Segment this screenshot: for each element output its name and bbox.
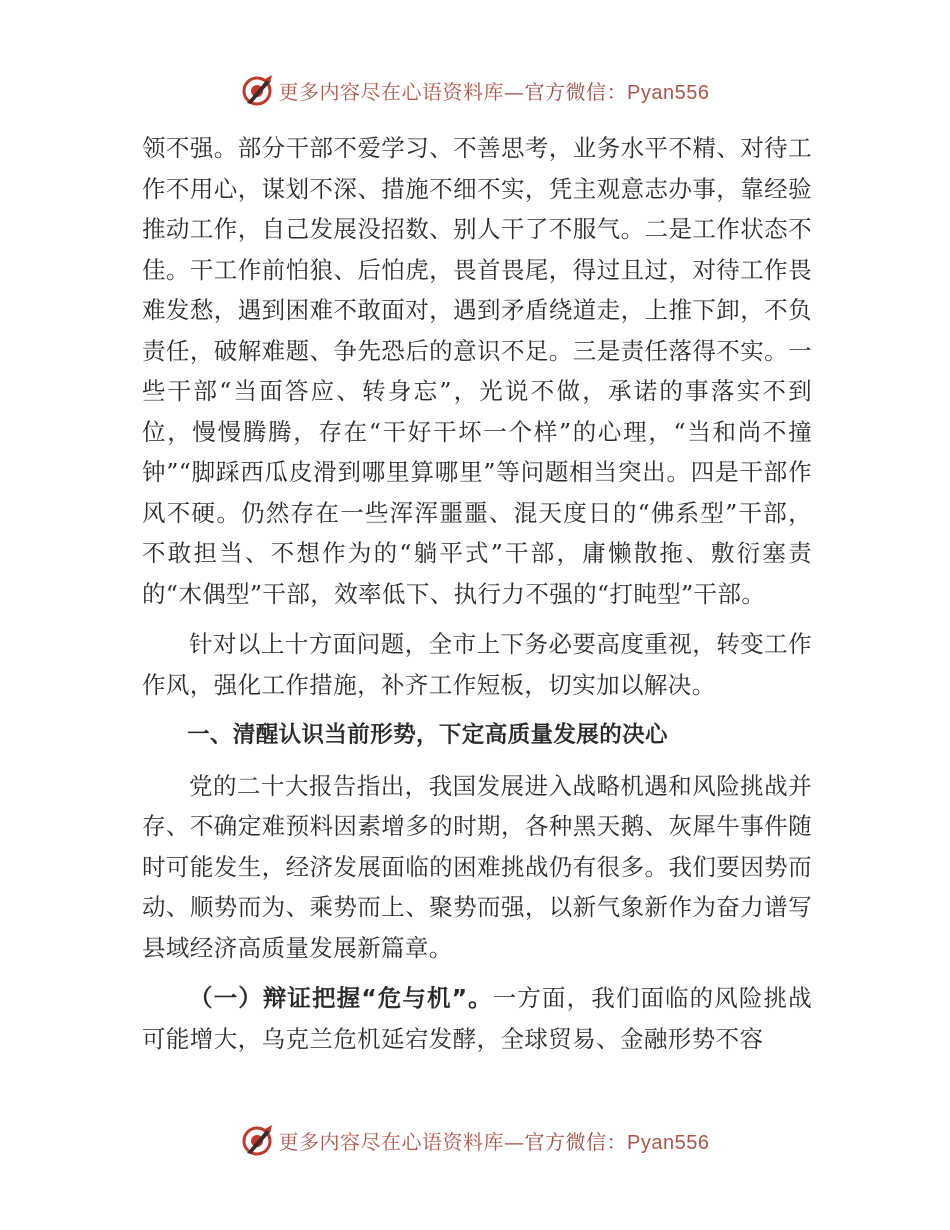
section-heading-1: 一、清醒认识当前形势，下定高质量发展的决心 — [187, 722, 668, 748]
header-banner-text — [279, 76, 710, 105]
header-banner-separator: — — [504, 79, 525, 104]
footer-banner-id: Pyan556 — [627, 1131, 710, 1154]
header-banner-id: Pyan556 — [627, 81, 710, 104]
paragraph-3: 党的二十大报告指出，我国发展进入战略机遇和风险挑战并存、不确定难预料因素增多的时期，各种黑天鹅、灰犀牛事件随时可能发生，经济发展面临的困难挑战仍有很多。我们要因势而动、顺势而为、乘势而上、聚势而强，以新气象新作为奋力谱写县域经济高质量发展新篇章。 — [142, 771, 812, 962]
footer-banner — [0, 1120, 950, 1160]
footer-banner-title: 更多内容尽在心语资料库 — [278, 1129, 505, 1154]
paragraph-2: 针对以上十方面问题，全市上下务必要高度重视，转变工作作风，强化工作措施，补齐工作短板，切实加以解决。 — [142, 630, 812, 699]
header-banner-label: 官方微信： — [524, 79, 628, 104]
quill-logo-icon — [241, 1123, 275, 1157]
footer-banner-separator: — — [504, 1129, 525, 1154]
footer-banner-label: 官方微信： — [524, 1129, 628, 1154]
paragraph-4-text: 一方面，我们面临的风险挑战可能增大，乌克兰危机延宕发酵，全球贸易、金融形势不容 — [142, 984, 812, 1053]
subsection-lead: （一）辩证把握“危与机”。 — [189, 984, 493, 1012]
document-body — [142, 128, 812, 1059]
quill-logo-icon — [241, 73, 275, 107]
header-banner-title: 更多内容尽在心语资料库 — [278, 79, 505, 104]
paragraph-1: 领不强。部分干部不爱学习、不善思考，业务水平不精、对待工作不用心，谋划不深、措施不细不实，凭主观意志办事，靠经验推动工作，自己发展没招数、别人干了不服气。二是工作状态不佳。干工作前怕狼、后怕虎，畏首畏尾，得过且过，对待工作畏难发愁，遇到困难不敢面对，遇到矛盾绕道走，上推下卸，不负责任，破解难题、争先恐后的意识不足。三是责任落得不实。一些干部“当面答应、转身忘”，光说不做，承诺的事落实不到位，慢慢腾腾，存在“干好干坏一个样”的心理，“当和尚不撞钟”“脚踩西瓜皮滑到哪里算哪里”等问题相当突出。四是干部作风不硬。仍然存在一些浑浑噩噩、混天度日的“佛系型”干部，不敢担当、不想作为的“躺平式”干部，庸懒散拖、敷衍塞责的“木偶型”干部，效率低下、执行力不强的“打盹型”干部。 — [142, 134, 812, 608]
header-banner — [0, 70, 950, 110]
paragraph-4 — [142, 978, 812, 1059]
footer-banner-text — [279, 1126, 710, 1155]
